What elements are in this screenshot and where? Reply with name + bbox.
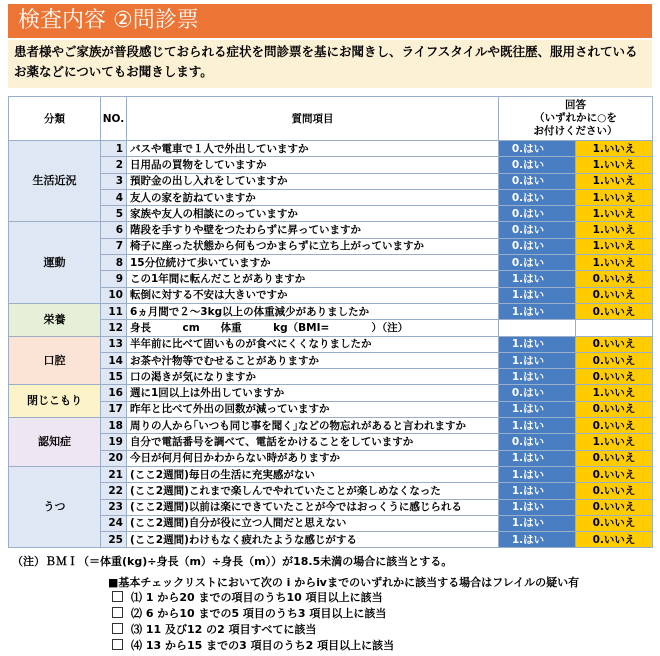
table-row	[9, 483, 653, 499]
table-row	[9, 385, 653, 401]
question-text: 転倒に対する不安は大きいですか	[127, 287, 499, 303]
table-row	[9, 336, 653, 352]
answer-option-2[interactable]: 1.いいえ	[576, 189, 653, 205]
question-text: (ここ2週間)これまで楽しんでやれていたことが楽しめなくなった	[127, 483, 499, 499]
answer-option-1[interactable]: 1.はい	[499, 352, 576, 368]
question-text: (ここ2週間)自分が役に立つ人間だと思えない	[127, 515, 499, 531]
answer-option-2[interactable]: 0.いいえ	[576, 499, 653, 515]
bmi-note: （注）ＢＭＩ（＝体重(kg)÷身長（m）÷身長（m））が18.5未満の場合に該当とする。	[12, 555, 453, 568]
table-row	[9, 303, 653, 319]
answer-option-1[interactable]: 0.はい	[499, 141, 576, 157]
header-category: 分類	[9, 97, 101, 141]
header-answer-line1: 回答	[565, 99, 586, 111]
answer-option-1[interactable]: 1.はい	[499, 466, 576, 482]
answer-option-2[interactable]: 0.いいえ	[576, 532, 653, 548]
answer-option-2[interactable]: 0.いいえ	[576, 303, 653, 319]
answer-option-1[interactable]: 0.はい	[499, 189, 576, 205]
question-text: 友人の家を訪ねていますか	[127, 189, 499, 205]
answer-option-2[interactable]: 0.いいえ	[576, 483, 653, 499]
header-question: 質問項目	[127, 97, 499, 141]
question-text: この1年間に転んだことがありますか	[127, 271, 499, 287]
table-row	[9, 499, 653, 515]
answer-option-2	[576, 320, 653, 336]
checkbox[interactable]	[112, 607, 123, 618]
table-row	[9, 206, 653, 222]
questionnaire-table	[8, 96, 653, 548]
answer-option-1[interactable]: 0.はい	[499, 157, 576, 173]
table-row	[9, 434, 653, 450]
question-text: 椅子に座った状態から何もつかまらずに立ち上がっていますか	[127, 238, 499, 254]
table-row	[9, 466, 653, 482]
question-number: 25	[101, 532, 127, 548]
answer-option-2[interactable]: 1.いいえ	[576, 206, 653, 222]
question-number: 5	[101, 206, 127, 222]
question-number: 15	[101, 369, 127, 385]
answer-option-1[interactable]: 1.はい	[499, 271, 576, 287]
question-text: お茶や汁物等でむせることがありますか	[127, 352, 499, 368]
question-number: 17	[101, 401, 127, 417]
answer-option-1[interactable]: 1.はい	[499, 532, 576, 548]
category-cell: 認知症	[9, 418, 101, 467]
table-row	[9, 369, 653, 385]
question-number: 6	[101, 222, 127, 238]
answer-option-2[interactable]: 1.いいえ	[576, 141, 653, 157]
table-row	[9, 173, 653, 189]
answer-option-2[interactable]: 1.いいえ	[576, 385, 653, 401]
question-text: 階段を手すりや壁をつたわらずに昇っていますか	[127, 222, 499, 238]
table-header-row	[9, 97, 653, 141]
question-text: 今日が何月何日かわからない時がありますか	[127, 450, 499, 466]
answer-option-1[interactable]: 0.はい	[499, 434, 576, 450]
question-text: (ここ2週間)以前は楽にできていたことが今ではおっくうに感じられる	[127, 499, 499, 515]
table-row	[9, 532, 653, 548]
question-number: 24	[101, 515, 127, 531]
question-text: 15分位続けて歩いていますか	[127, 255, 499, 271]
question-number: 4	[101, 189, 127, 205]
question-text: 身長 cm 体重 kg（BMI= ）（注）	[127, 320, 499, 336]
answer-option-1[interactable]: 1.はい	[499, 418, 576, 434]
table-row	[9, 352, 653, 368]
answer-option-1[interactable]: 1.はい	[499, 287, 576, 303]
category-cell: 栄養	[9, 303, 101, 336]
table-row	[9, 450, 653, 466]
table-row	[9, 222, 653, 238]
table-row	[9, 401, 653, 417]
question-text: 自分で電話番号を調べて、電話をかけることをしていますか	[127, 434, 499, 450]
answer-option-2[interactable]: 1.いいえ	[576, 238, 653, 254]
header-answer-line2: （いずれかに○を	[534, 112, 617, 124]
question-number: 2	[101, 157, 127, 173]
question-number: 22	[101, 483, 127, 499]
question-text: 昨年と比べて外出の回数が減っていますか	[127, 401, 499, 417]
answer-option-1[interactable]: 0.はい	[499, 238, 576, 254]
answer-option-1[interactable]: 1.はい	[499, 303, 576, 319]
question-number: 11	[101, 303, 127, 319]
question-number: 10	[101, 287, 127, 303]
table-row	[9, 271, 653, 287]
header-answer-line3: お付けください）	[533, 125, 618, 137]
answer-option-2[interactable]: 0.いいえ	[576, 336, 653, 352]
question-number: 12	[101, 320, 127, 336]
checklist-item-text: ⑶ 11 及び12 の2 項目すべてに該当	[131, 623, 317, 636]
answer-option-1[interactable]: 1.はい	[499, 515, 576, 531]
answer-option-2[interactable]: 0.いいえ	[576, 450, 653, 466]
table-row	[9, 141, 653, 157]
checklist-item-text: ⑴ 1 から20 までの項目のうち10 項目以上に該当	[131, 591, 383, 604]
answer-option-2[interactable]: 0.いいえ	[576, 352, 653, 368]
question-text: 預貯金の出し入れをしていますか	[127, 173, 499, 189]
checklist-item	[112, 622, 394, 638]
checklist-item	[112, 638, 394, 654]
question-number: 13	[101, 336, 127, 352]
checklist-item	[112, 606, 394, 622]
header-answer	[499, 97, 653, 141]
answer-option-1[interactable]: 0.はい	[499, 173, 576, 189]
checkbox[interactable]	[112, 591, 123, 602]
question-text: バスや電車で１人で外出していますか	[127, 141, 499, 157]
intro-text: 患者様やご家族が普段感じておられる症状を問診票を基にお聞きし、ライフスタイルや既往歴、服用されているお薬などについてもお聞きします。	[8, 40, 652, 88]
question-number: 14	[101, 352, 127, 368]
table-body	[9, 141, 653, 548]
category-cell: 閉じこもり	[9, 385, 101, 418]
table-row	[9, 515, 653, 531]
table-row	[9, 255, 653, 271]
question-text: 家族や友人の相談にのっていますか	[127, 206, 499, 222]
answer-option-2[interactable]: 0.いいえ	[576, 418, 653, 434]
question-number: 19	[101, 434, 127, 450]
table-row	[9, 418, 653, 434]
question-text: (ここ2週間)わけもなく疲れたような感じがする	[127, 532, 499, 548]
answer-option-2[interactable]: 1.いいえ	[576, 157, 653, 173]
answer-option-1[interactable]: 1.はい	[499, 369, 576, 385]
checklist-title: ■基本チェックリストにおいて次の ⅰ からⅳまでのいずれかに該当する場合はフレイルの疑い有	[108, 576, 580, 589]
category-cell: うつ	[9, 466, 101, 547]
answer-option-2[interactable]: 0.いいえ	[576, 401, 653, 417]
question-text: 週に1回以上は外出していますか	[127, 385, 499, 401]
question-text: 周りの人から｢いつも同じ事を聞く｣などの物忘れがあると言われますか	[127, 418, 499, 434]
checkbox[interactable]	[112, 639, 123, 650]
question-text: 6ヵ月間で２～3kg以上の体重減少がありましたか	[127, 303, 499, 319]
answer-option-2[interactable]: 0.いいえ	[576, 466, 653, 482]
question-text: 口の渇きが気になりますか	[127, 369, 499, 385]
question-number: 9	[101, 271, 127, 287]
checkbox[interactable]	[112, 623, 123, 634]
answer-option-2[interactable]: 1.いいえ	[576, 222, 653, 238]
table-row	[9, 320, 653, 336]
answer-option-1[interactable]: 1.はい	[499, 499, 576, 515]
question-number: 21	[101, 466, 127, 482]
answer-option-1[interactable]: 1.はい	[499, 401, 576, 417]
question-text: (ここ2週間)毎日の生活に充実感がない	[127, 466, 499, 482]
category-cell: 生活近況	[9, 141, 101, 222]
header-no: NO.	[101, 97, 127, 141]
answer-option-2[interactable]: 1.いいえ	[576, 255, 653, 271]
table-row	[9, 238, 653, 254]
category-cell: 口腔	[9, 336, 101, 385]
question-number: 3	[101, 173, 127, 189]
answer-option-2[interactable]: 1.いいえ	[576, 173, 653, 189]
answer-option-2[interactable]: 1.いいえ	[576, 434, 653, 450]
answer-option-2[interactable]: 0.いいえ	[576, 271, 653, 287]
table-row	[9, 287, 653, 303]
answer-option-1[interactable]: 1.はい	[499, 450, 576, 466]
answer-option-2[interactable]: 0.いいえ	[576, 369, 653, 385]
question-number: 7	[101, 238, 127, 254]
answer-option-1[interactable]: 1.はい	[499, 483, 576, 499]
checklist-item-text: ⑵ 6 から10 までの5 項目のうち3 項目以上に該当	[131, 607, 387, 620]
question-number: 18	[101, 418, 127, 434]
question-text: 半年前に比べて固いものが食べにくくなりましたか	[127, 336, 499, 352]
table-row	[9, 189, 653, 205]
answer-option-2[interactable]: 0.いいえ	[576, 287, 653, 303]
question-text: 日用品の買物をしていますか	[127, 157, 499, 173]
question-number: 16	[101, 385, 127, 401]
answer-option-1	[499, 320, 576, 336]
answer-option-1[interactable]: 1.はい	[499, 336, 576, 352]
answer-option-2[interactable]: 0.いいえ	[576, 515, 653, 531]
checklist-item	[112, 590, 394, 606]
answer-option-1[interactable]: 0.はい	[499, 206, 576, 222]
answer-option-1[interactable]: 0.はい	[499, 222, 576, 238]
checklist-item-text: ⑷ 13 から15 までの3 項目のうち2 項目以上に該当	[131, 639, 395, 652]
question-number: 8	[101, 255, 127, 271]
question-number: 1	[101, 141, 127, 157]
checklist	[112, 590, 394, 654]
question-number: 20	[101, 450, 127, 466]
category-cell: 運動	[9, 222, 101, 303]
answer-option-1[interactable]: 0.はい	[499, 255, 576, 271]
question-number: 23	[101, 499, 127, 515]
answer-option-1[interactable]: 0.はい	[499, 385, 576, 401]
page-title: 検査内容 ②問診票	[8, 4, 652, 38]
table-row	[9, 157, 653, 173]
